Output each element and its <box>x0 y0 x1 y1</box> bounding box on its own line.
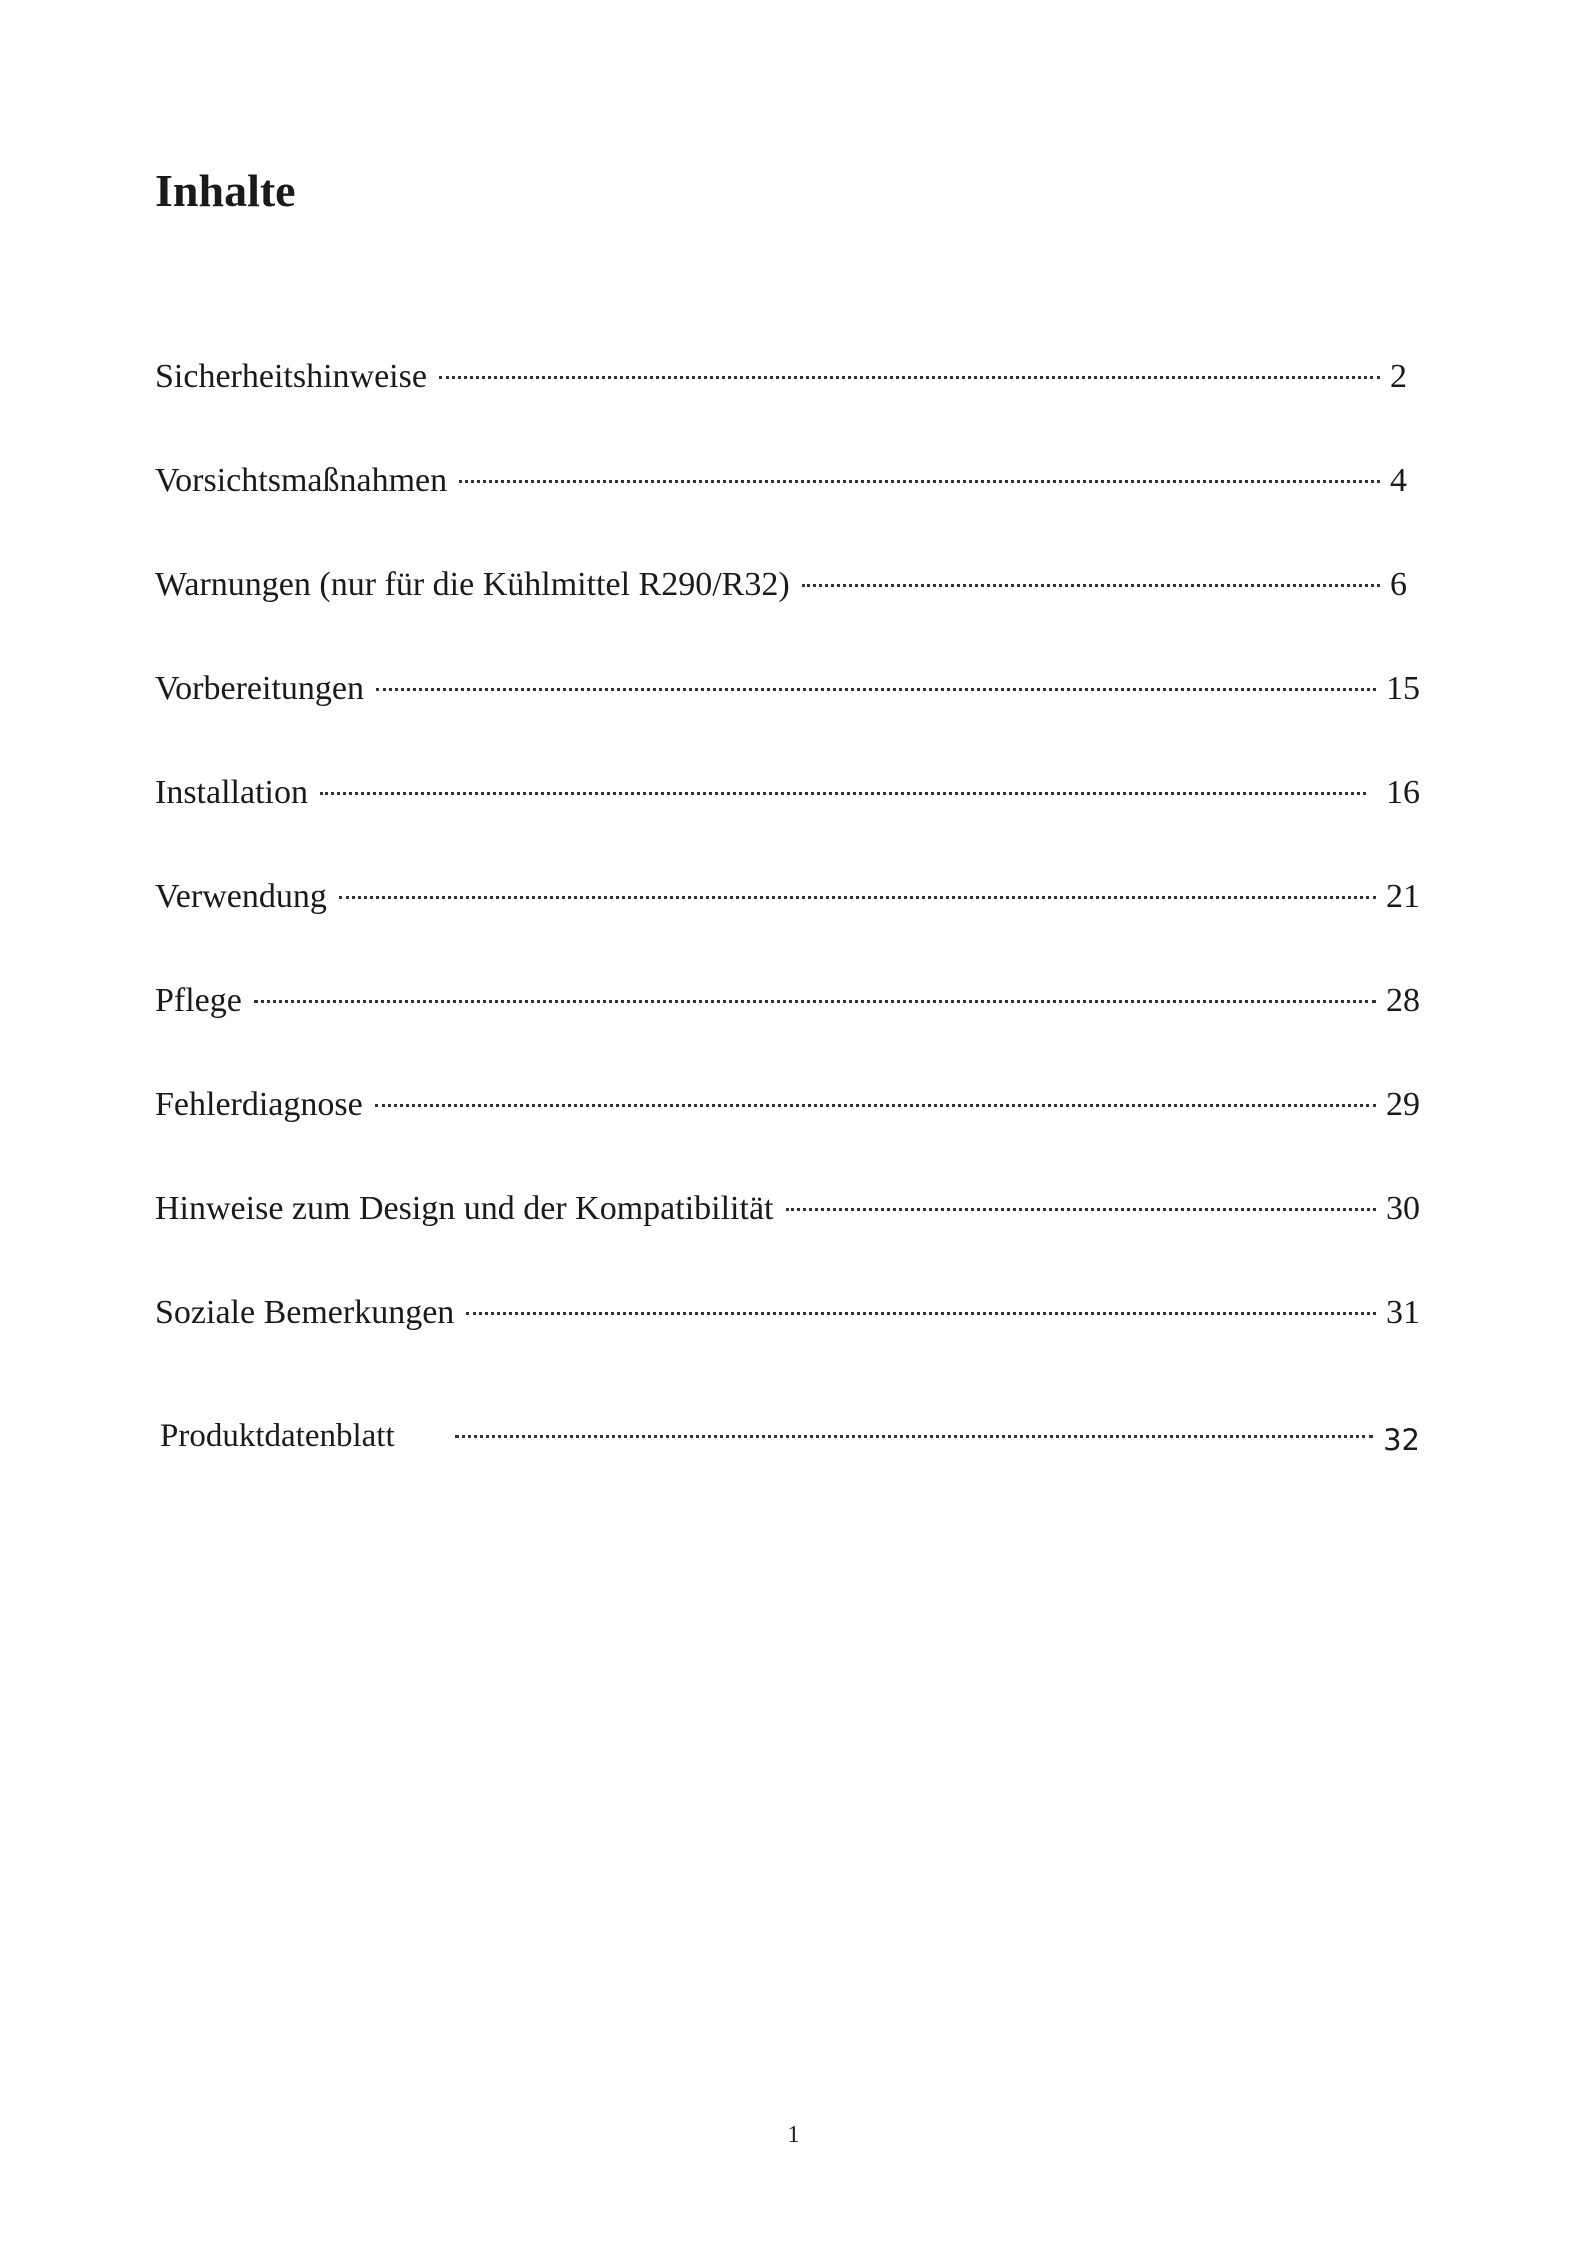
toc-entry-fehlerdiagnose[interactable] <box>155 1088 1420 1192</box>
toc-entry-label: Fehlerdiagnose <box>155 1086 363 1123</box>
toc-entry-verwendung[interactable] <box>155 880 1420 984</box>
dot-leader <box>466 1312 1376 1315</box>
toc-entry-page-number: 4 <box>1390 462 1407 499</box>
toc-entry-vorsichtsmassnahmen[interactable] <box>155 464 1420 568</box>
toc-entry-page-number: 15 <box>1386 670 1420 707</box>
table-of-contents <box>155 360 1420 1524</box>
dot-leader <box>439 376 1380 379</box>
toc-entry-produktdatenblatt[interactable] <box>155 1420 1420 1524</box>
dot-leader <box>455 1435 1373 1438</box>
toc-entry-page-number: 21 <box>1386 878 1420 915</box>
dot-leader <box>254 1000 1376 1003</box>
toc-entry-page-number: 2 <box>1390 358 1407 395</box>
toc-entry-warnungen[interactable] <box>155 568 1420 672</box>
toc-entry-page-number: 31 <box>1386 1294 1420 1331</box>
toc-entry-label: Produktdatenblatt <box>160 1418 395 1454</box>
page-title: Inhalte <box>155 165 296 216</box>
toc-entry-page-number: 28 <box>1386 982 1420 1019</box>
toc-entry-sicherheitshinweise[interactable] <box>155 360 1420 464</box>
toc-entry-label: Vorsichtsmaßnahmen <box>155 462 448 499</box>
dot-leader <box>320 792 1366 795</box>
toc-entry-hinweise-design[interactable] <box>155 1192 1420 1296</box>
toc-entry-label: Hinweise zum Design und der Kompatibilität <box>155 1190 774 1227</box>
dot-leader <box>786 1208 1377 1211</box>
dot-leader <box>802 584 1380 587</box>
toc-entry-label: Installation <box>155 774 308 811</box>
toc-entry-page-number: 6 <box>1390 566 1407 603</box>
toc-entry-page-number: 16 <box>1386 774 1420 811</box>
toc-entry-page-number: 30 <box>1386 1190 1420 1227</box>
toc-entry-soziale-bemerkungen[interactable] <box>155 1296 1420 1400</box>
toc-entry-page-number: 29 <box>1386 1086 1420 1123</box>
page-number: 1 <box>787 2122 800 2148</box>
dot-leader <box>339 896 1376 899</box>
toc-entry-installation[interactable] <box>155 776 1420 880</box>
toc-entry-vorbereitungen[interactable] <box>155 672 1420 776</box>
toc-entry-label: Verwendung <box>155 878 327 915</box>
toc-entry-label: Pflege <box>155 982 242 1019</box>
toc-entry-pflege[interactable] <box>155 984 1420 1088</box>
toc-entry-label: Warnungen (nur für die Kühlmittel R290/R32) <box>155 566 790 603</box>
toc-entry-label: Soziale Bemerkungen <box>155 1294 455 1331</box>
dot-leader <box>376 688 1376 691</box>
dot-leader <box>459 480 1380 483</box>
dot-leader <box>375 1104 1376 1107</box>
toc-entry-label: Vorbereitungen <box>155 670 364 707</box>
toc-entry-page-number: 32 <box>1383 1423 1420 1457</box>
toc-entry-label: Sicherheitshinweise <box>155 358 427 395</box>
